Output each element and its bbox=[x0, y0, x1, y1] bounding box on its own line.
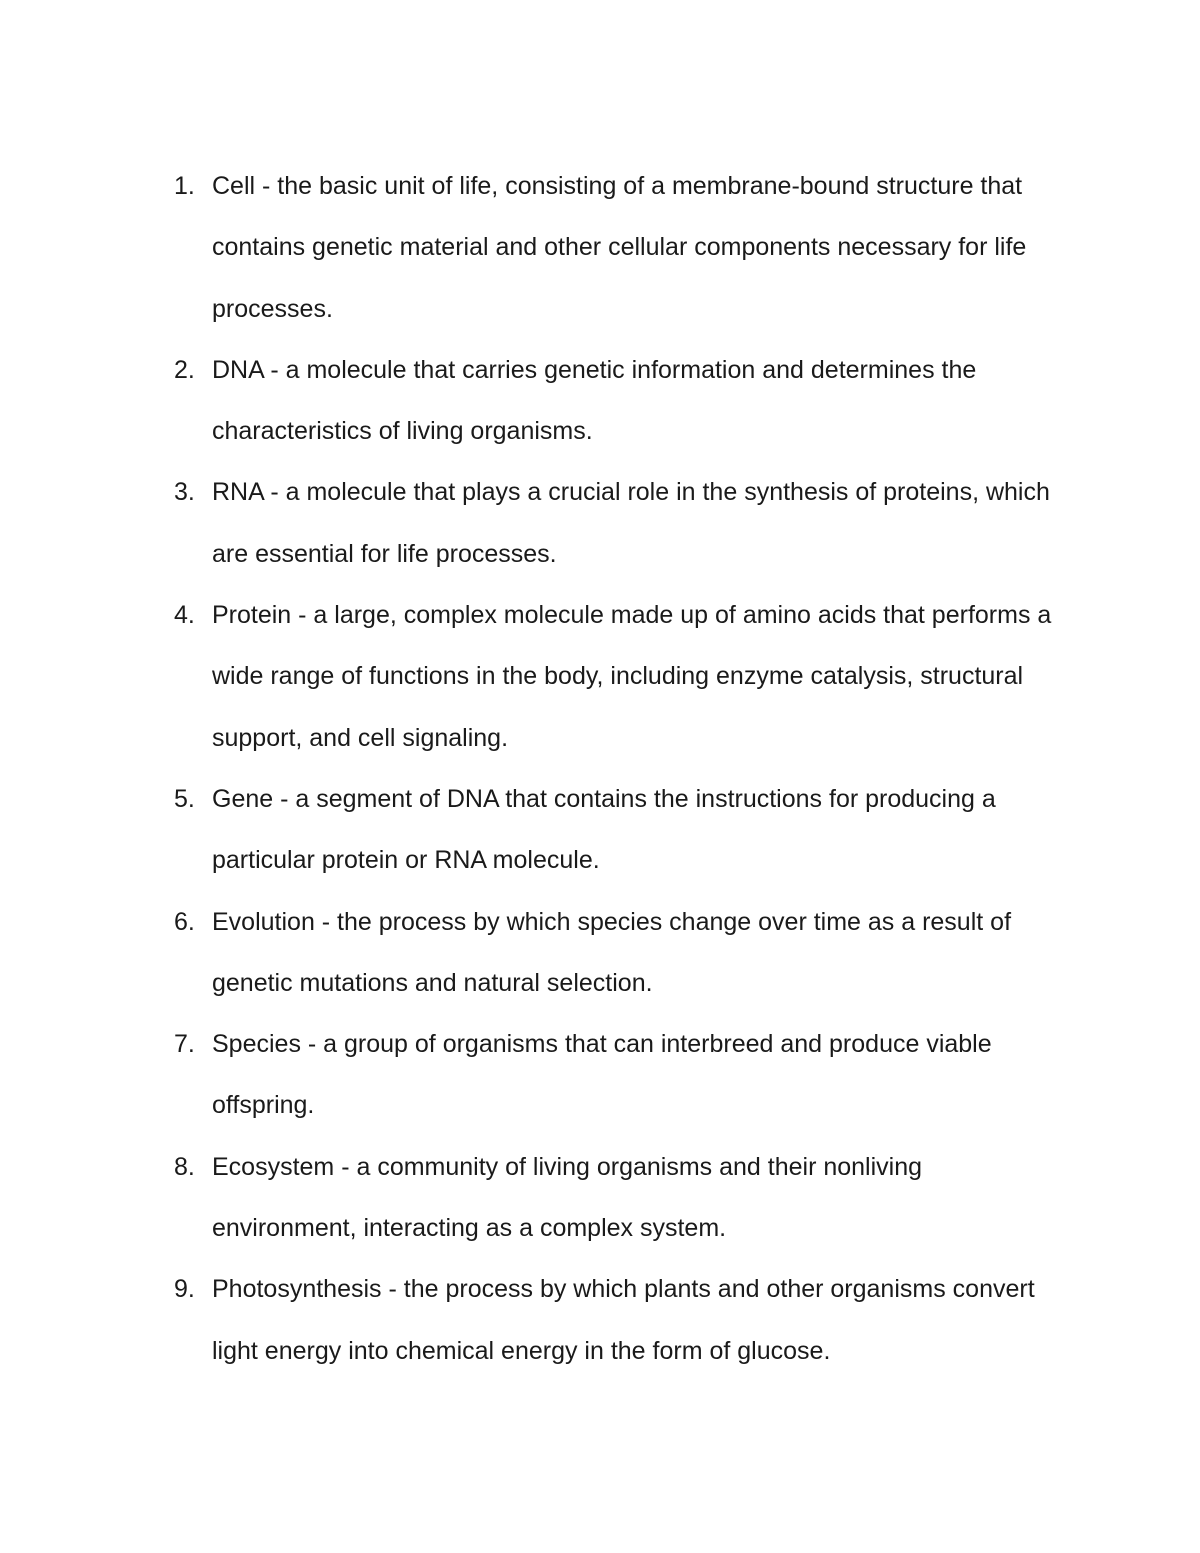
list-item-number: 5. bbox=[174, 784, 195, 813]
list-item-protein bbox=[0, 585, 1200, 769]
list-item-text: Photosynthesis - the process by which plants and other organisms convert light energy into chemical energy in the form of glucose. bbox=[212, 1275, 1035, 1365]
list-item-text: Ecosystem - a community of living organisms and their nonliving environment, interacting as a complex system. bbox=[212, 1152, 923, 1243]
list-item-gene bbox=[0, 769, 1200, 892]
list-item-species bbox=[0, 1014, 1200, 1137]
list-item-evolution bbox=[0, 892, 1200, 1015]
list-item-text: Species - a group of organisms that can interbreed and produce viable offspring. bbox=[212, 1030, 992, 1120]
list-item-number: 9. bbox=[174, 1275, 195, 1304]
list-item-photosynthesis bbox=[0, 1259, 1200, 1382]
list-item-text: RNA - a molecule that plays a crucial role in the synthesis of proteins, which are essential for life processes. bbox=[212, 478, 1050, 568]
list-item-text: Cell - the basic unit of life, consisting of a membrane-bound structure that contains genetic material and other cellular components necessary for life processes. bbox=[212, 172, 1027, 323]
list-item-cell bbox=[0, 156, 1200, 340]
list-item-text: Protein - a large, complex molecule made up of amino acids that performs a wide range of functions in the body, including enzyme catalysis, structural support, and cell signaling. bbox=[212, 601, 1052, 752]
list-item-number: 3. bbox=[174, 478, 195, 507]
list-item-number: 8. bbox=[174, 1152, 195, 1181]
list-item-text: Gene - a segment of DNA that contains the instructions for producing a particular protein or RNA molecule. bbox=[212, 784, 996, 875]
list-item-ecosystem bbox=[0, 1137, 1200, 1260]
list-item-text: Evolution - the process by which species change over time as a result of genetic mutations and natural selection. bbox=[212, 907, 1012, 997]
list-item-rna bbox=[0, 462, 1200, 585]
list-item-dna bbox=[0, 340, 1200, 463]
list-item-text: DNA - a molecule that carries genetic information and determines the characteristics of living organisms. bbox=[212, 355, 977, 446]
list-item-number: 2. bbox=[174, 355, 195, 384]
list-item-number: 6. bbox=[174, 907, 195, 936]
term-list bbox=[0, 156, 1200, 1382]
list-item-number: 1. bbox=[174, 172, 195, 200]
list-item-number: 4. bbox=[174, 601, 195, 630]
list-item-number: 7. bbox=[174, 1030, 195, 1059]
